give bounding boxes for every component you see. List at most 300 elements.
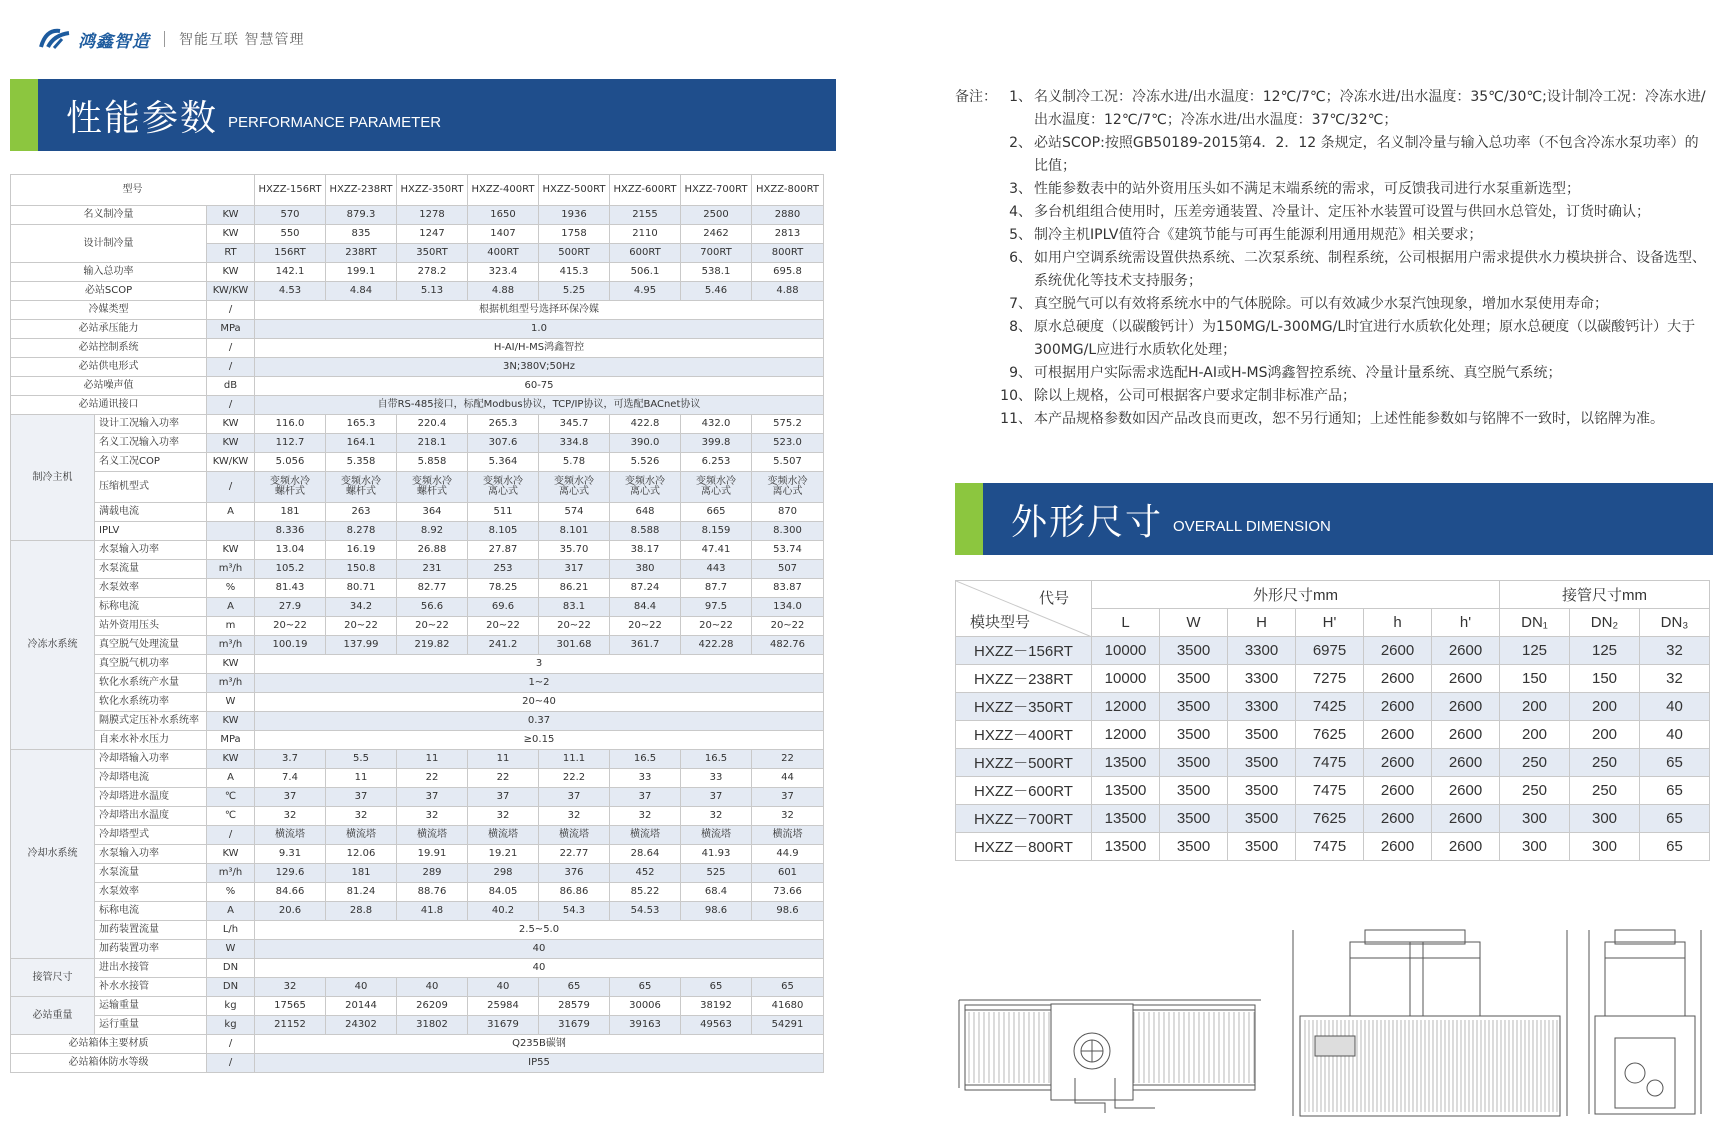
note-text: 名义制冷工况：冷冻水进/出水温度：12℃/7℃；冷冻水进/出水温度：35℃/30℃;设计制冷工况：冷冻水进/出水温度：12℃/7℃；冷冻水进/出水温度：37℃/32℃；: [1034, 89, 1706, 128]
row-value: 37: [752, 788, 824, 807]
row-value: 452: [610, 864, 681, 883]
row-value: 345.7: [539, 415, 610, 434]
row-unit: KW: [207, 206, 255, 225]
row-shared-value: IP55: [255, 1054, 824, 1073]
dimension-column-header: h': [1432, 609, 1500, 637]
row-unit: ℃: [207, 788, 255, 807]
row-value: 301.68: [539, 636, 610, 655]
performance-header-row: [11, 175, 824, 206]
dimension-value: 3500: [1160, 805, 1228, 833]
dimension-column-header: h: [1364, 609, 1432, 637]
dimension-value: 13500: [1092, 749, 1160, 777]
row-shared-value: 40: [255, 959, 824, 978]
row-value: 80.71: [326, 579, 397, 598]
row-value: 34.2: [326, 598, 397, 617]
dimension-value: 7475: [1296, 833, 1364, 861]
row-value: 31679: [539, 1016, 610, 1035]
row-unit: /: [207, 1054, 255, 1073]
row-value: 575.2: [752, 415, 824, 434]
row-unit: /: [207, 1035, 255, 1054]
row-group-label: 冷却水系统: [11, 750, 95, 959]
dimension-value: 250: [1500, 749, 1570, 777]
outer-dimension-header: 外形尺寸mm: [1092, 581, 1500, 609]
dimension-value: 65: [1640, 777, 1710, 805]
row-value: 32: [468, 807, 539, 826]
row-value: 27.9: [255, 598, 326, 617]
row-group-label: 接管尺寸: [11, 959, 95, 997]
performance-banner: [10, 79, 836, 151]
performance-row: [11, 712, 824, 731]
dimension-value: 200: [1570, 693, 1640, 721]
performance-row: [11, 978, 824, 997]
dimension-value: 2600: [1364, 693, 1432, 721]
row-unit: MPa: [207, 320, 255, 339]
row-value: 41.93: [681, 845, 752, 864]
row-unit: A: [207, 503, 255, 522]
row-value: 84.4: [610, 598, 681, 617]
dimension-value: 2600: [1364, 749, 1432, 777]
row-value: 变频水冷 螺杆式: [397, 472, 468, 503]
row-unit: KW: [207, 541, 255, 560]
dimension-row: [956, 637, 1710, 665]
row-value: 2500: [681, 206, 752, 225]
row-value: 16.5: [681, 750, 752, 769]
dimension-row: [956, 721, 1710, 749]
dimension-column-header: DN₁: [1500, 609, 1570, 637]
dimension-value: 250: [1570, 749, 1640, 777]
dimension-value: 7425: [1296, 693, 1364, 721]
row-value: 100.19: [255, 636, 326, 655]
dimension-model: HXZZ－156RT: [956, 637, 1092, 665]
row-label: 真空脱气处理流量: [95, 636, 207, 655]
row-value: 11.1: [539, 750, 610, 769]
row-value: 9.31: [255, 845, 326, 864]
row-value: 8.588: [610, 522, 681, 541]
row-value: 41680: [752, 997, 824, 1016]
dimension-value: 3500: [1228, 721, 1296, 749]
dimension-value: 32: [1640, 637, 1710, 665]
note-number: 8、: [1009, 319, 1032, 335]
performance-row: [11, 263, 824, 282]
row-value: 81.43: [255, 579, 326, 598]
row-unit: KW: [207, 712, 255, 731]
row-value: 变频水冷 离心式: [468, 472, 539, 503]
row-value: 21152: [255, 1016, 326, 1035]
dimension-column-header: L: [1092, 609, 1160, 637]
dimension-value: 3500: [1160, 833, 1228, 861]
row-value: 26209: [397, 997, 468, 1016]
banner-accent: [955, 483, 983, 555]
dimension-value: 7475: [1296, 749, 1364, 777]
performance-row: [11, 769, 824, 788]
note-number: 9、: [1009, 365, 1032, 381]
dimension-value: 2600: [1432, 637, 1500, 665]
row-value: 380: [610, 560, 681, 579]
note-number: 4、: [1009, 204, 1032, 220]
row-value: 2155: [610, 206, 681, 225]
row-value: 32: [255, 978, 326, 997]
row-value: 1407: [468, 225, 539, 244]
equipment-drawings: [955, 918, 1715, 1118]
dimension-row: [956, 693, 1710, 721]
dimension-value: 12000: [1092, 721, 1160, 749]
row-value: 变频水冷 离心式: [610, 472, 681, 503]
row-value: 87.24: [610, 579, 681, 598]
row-label: 输入总功率: [11, 263, 207, 282]
row-value: 8.159: [681, 522, 752, 541]
row-value: 27.87: [468, 541, 539, 560]
dimension-value: 3500: [1160, 749, 1228, 777]
row-label: 必站箱体主要材质: [11, 1035, 207, 1054]
row-unit: kg: [207, 997, 255, 1016]
dimension-banner: [955, 483, 1713, 555]
row-shared-value: 1.0: [255, 320, 824, 339]
row-shared-value: 自带RS-485接口，标配Modbus协议，TCP/IP协议，可选配BACnet协议: [255, 396, 824, 415]
row-value: 550: [255, 225, 326, 244]
dimension-value: 2600: [1432, 693, 1500, 721]
row-value: 376: [539, 864, 610, 883]
row-value: 37: [539, 788, 610, 807]
dimension-value: 2600: [1364, 805, 1432, 833]
dimension-value: 125: [1500, 637, 1570, 665]
row-label: 冷却塔进水温度: [95, 788, 207, 807]
performance-row: [11, 339, 824, 358]
dimension-model: HXZZ－350RT: [956, 693, 1092, 721]
performance-row: [11, 1054, 824, 1073]
performance-row: [11, 959, 824, 978]
row-label: 必站通讯接口: [11, 396, 207, 415]
dimension-row: [956, 665, 1710, 693]
model-header: HXZZ-600RT: [610, 175, 681, 206]
row-value: 648: [610, 503, 681, 522]
row-value: 323.4: [468, 263, 539, 282]
dimension-row: [956, 777, 1710, 805]
row-label: IPLV: [95, 522, 207, 541]
note-number: 11、: [1000, 411, 1032, 427]
note-text: 制冷主机IPLV值符合《建筑节能与可再生能源利用通用规范》相关要求；: [1034, 227, 1483, 243]
note-item: [1007, 362, 1707, 385]
row-value: 87.7: [681, 579, 752, 598]
row-shared-value: 3N;380V;50Hz: [255, 358, 824, 377]
performance-row: [11, 579, 824, 598]
row-value: 横流塔: [255, 826, 326, 845]
row-value: 8.101: [539, 522, 610, 541]
row-value: 32: [397, 807, 468, 826]
dimension-model: HXZZ－800RT: [956, 833, 1092, 861]
performance-row: [11, 522, 824, 541]
row-unit: A: [207, 598, 255, 617]
row-value: 523.0: [752, 434, 824, 453]
row-label: 水泵流量: [95, 560, 207, 579]
row-value: 219.82: [397, 636, 468, 655]
row-value: 30006: [610, 997, 681, 1016]
row-value: 37: [326, 788, 397, 807]
row-shared-value: H-AI/H-MS鸿鑫智控: [255, 339, 824, 358]
performance-row: [11, 320, 824, 339]
row-value: 253: [468, 560, 539, 579]
note-item: [1007, 293, 1707, 316]
row-value: 86.21: [539, 579, 610, 598]
row-value: 665: [681, 503, 752, 522]
row-value: 38192: [681, 997, 752, 1016]
plan-view-drawing: [959, 1000, 1261, 1113]
dimension-value: 2600: [1364, 637, 1432, 665]
performance-row: [11, 598, 824, 617]
row-label: 运行重量: [95, 1016, 207, 1035]
row-label: 压缩机型式: [95, 472, 207, 503]
dimension-value: 2600: [1364, 665, 1432, 693]
row-value: 142.1: [255, 263, 326, 282]
row-label: 运输重量: [95, 997, 207, 1016]
dimension-value: 300: [1500, 805, 1570, 833]
dimension-value: 2600: [1432, 805, 1500, 833]
row-value: 5.364: [468, 453, 539, 472]
row-unit: m³/h: [207, 674, 255, 693]
row-shared-value: 1~2: [255, 674, 824, 693]
row-value: 8.92: [397, 522, 468, 541]
row-value: 变频水冷 离心式: [539, 472, 610, 503]
row-value: 32: [610, 807, 681, 826]
row-value: 482.76: [752, 636, 824, 655]
row-value: 443: [681, 560, 752, 579]
note-item: [1007, 201, 1707, 224]
row-value: 5.46: [681, 282, 752, 301]
row-value: 20144: [326, 997, 397, 1016]
row-value: 20~22: [681, 617, 752, 636]
row-label: 自来水补水压力: [95, 731, 207, 750]
dimension-value: 40: [1640, 721, 1710, 749]
row-value: 22: [468, 769, 539, 788]
note-text: 本产品规格参数如因产品改良而更改，恕不另行通知；上述性能参数如与铭牌不一致时，以铭牌为准。: [1034, 411, 1664, 427]
performance-subtitle: PERFORMANCE PARAMETER: [228, 113, 442, 131]
row-value: 105.2: [255, 560, 326, 579]
performance-row: [11, 206, 824, 225]
note-number: 5、: [1009, 227, 1032, 243]
dimension-header-top: [956, 581, 1710, 609]
row-label: 冷媒类型: [11, 301, 207, 320]
row-shared-value: 60-75: [255, 377, 824, 396]
performance-row: [11, 1035, 824, 1054]
row-unit: A: [207, 902, 255, 921]
row-value: 88.76: [397, 883, 468, 902]
dimension-value: 13500: [1092, 777, 1160, 805]
row-value: 265.3: [468, 415, 539, 434]
row-label: 冷却塔型式: [95, 826, 207, 845]
performance-table-wrap: [10, 174, 824, 1073]
performance-row: [11, 560, 824, 579]
row-value: 65: [539, 978, 610, 997]
row-value: 20~22: [468, 617, 539, 636]
row-value: 199.1: [326, 263, 397, 282]
brand-slogan: 智能互联 智慧管理: [179, 32, 305, 48]
row-value: 44: [752, 769, 824, 788]
row-shared-value: Q235B碳钢: [255, 1035, 824, 1054]
row-unit: /: [207, 472, 255, 503]
performance-row: [11, 636, 824, 655]
row-label: 水泵效率: [95, 883, 207, 902]
model-header: HXZZ-800RT: [752, 175, 824, 206]
dimension-value: 150: [1500, 665, 1570, 693]
row-label: 软化水系统产水量: [95, 674, 207, 693]
pipe-dimension-header: 接管尺寸mm: [1500, 581, 1710, 609]
dimension-value: 300: [1570, 805, 1640, 833]
row-value: 181: [326, 864, 397, 883]
row-unit: KW: [207, 655, 255, 674]
row-shared-value: 3: [255, 655, 824, 674]
row-label: 水泵输入功率: [95, 845, 207, 864]
dimension-value: 13500: [1092, 833, 1160, 861]
row-label: 标称电流: [95, 902, 207, 921]
row-unit: /: [207, 396, 255, 415]
row-value: 37: [681, 788, 752, 807]
performance-row: [11, 921, 824, 940]
row-value: 7.4: [255, 769, 326, 788]
performance-row: [11, 503, 824, 522]
dimension-table-wrap: [955, 580, 1710, 861]
row-value: 289: [397, 864, 468, 883]
row-value: 28.8: [326, 902, 397, 921]
row-value: 334.8: [539, 434, 610, 453]
row-label: 补水水接管: [95, 978, 207, 997]
row-value: 横流塔: [539, 826, 610, 845]
row-value: 8.278: [326, 522, 397, 541]
row-value: 5.358: [326, 453, 397, 472]
performance-row: [11, 377, 824, 396]
row-value: 16.5: [610, 750, 681, 769]
row-value: 5.858: [397, 453, 468, 472]
row-value: 4.88: [752, 282, 824, 301]
row-label: 进出水接管: [95, 959, 207, 978]
row-value: 507: [752, 560, 824, 579]
end-view-drawing: [1589, 930, 1701, 1114]
row-value: 56.6: [397, 598, 468, 617]
row-value: 32: [681, 807, 752, 826]
row-value: 137.99: [326, 636, 397, 655]
dimension-value: 7625: [1296, 721, 1364, 749]
row-value: 1650: [468, 206, 539, 225]
row-value: 32: [539, 807, 610, 826]
performance-table: [10, 174, 824, 1073]
performance-row: [11, 807, 824, 826]
row-unit: m³/h: [207, 636, 255, 655]
row-label: 冷却塔出水温度: [95, 807, 207, 826]
equipment-diagram: [955, 918, 1715, 1118]
row-value: 220.4: [397, 415, 468, 434]
row-value: 835: [326, 225, 397, 244]
row-value: 31802: [397, 1016, 468, 1035]
row-value: 81.24: [326, 883, 397, 902]
row-value: 6.253: [681, 453, 752, 472]
note-item: [1000, 408, 1707, 431]
row-value: 278.2: [397, 263, 468, 282]
dimension-row: [956, 805, 1710, 833]
row-unit: dB: [207, 377, 255, 396]
dimension-value: 2600: [1432, 665, 1500, 693]
dimension-value: 250: [1570, 777, 1640, 805]
row-value: 8.300: [752, 522, 824, 541]
performance-row: [11, 541, 824, 560]
row-group-label: 冷冻水系统: [11, 541, 95, 750]
row-value: 变频水冷 离心式: [752, 472, 824, 503]
performance-row: [11, 472, 824, 503]
row-unit: L/h: [207, 921, 255, 940]
dimension-table: [955, 580, 1710, 861]
row-label: 必站承压能力: [11, 320, 207, 339]
row-label: 设计制冷量: [11, 225, 207, 263]
dimension-model: HXZZ－238RT: [956, 665, 1092, 693]
note-text: 真空脱气可以有效将系统水中的气体脱除。可以有效减少水泵汽蚀现象，增加水泵使用寿命；: [1034, 296, 1608, 312]
row-value: 317: [539, 560, 610, 579]
row-value: 86.86: [539, 883, 610, 902]
row-shared-value: ≥0.15: [255, 731, 824, 750]
dimension-value: 2600: [1364, 721, 1432, 749]
row-value: 65: [610, 978, 681, 997]
row-value: 横流塔: [752, 826, 824, 845]
note-text: 必站SCOP:按照GB50189-2015第4．2．12 条规定，名义制冷量与输入总功率（不包含冷冻水泵功率）的比值；: [1034, 135, 1699, 174]
row-value: 1247: [397, 225, 468, 244]
row-value: 39163: [610, 1016, 681, 1035]
model-header: HXZZ-500RT: [539, 175, 610, 206]
row-label: 必站箱体防水等级: [11, 1054, 207, 1073]
row-value: 5.056: [255, 453, 326, 472]
row-value: 400RT: [468, 244, 539, 263]
row-value: 20~22: [610, 617, 681, 636]
dimension-column-header: H: [1228, 609, 1296, 637]
note-item: [1007, 316, 1707, 362]
note-text: 如用户空调系统需设置供热系统、二次泵系统、制程系统，公司根据用户需求提供水力模块拼合、设备选型、系统优化等技术支持服务；: [1034, 250, 1706, 289]
row-unit: DN: [207, 978, 255, 997]
row-value: 1278: [397, 206, 468, 225]
dimension-value: 300: [1570, 833, 1640, 861]
row-value: 22.2: [539, 769, 610, 788]
row-value: 40: [326, 978, 397, 997]
row-value: 83.1: [539, 598, 610, 617]
row-label: 站外资用压头: [95, 617, 207, 636]
row-label: 设计工况输入功率: [95, 415, 207, 434]
row-label: 隔膜式定压补水系统率: [95, 712, 207, 731]
row-label: 水泵效率: [95, 579, 207, 598]
note-text: 除以上规格，公司可根据客户要求定制非标准产品；: [1034, 388, 1356, 404]
row-unit: KW: [207, 415, 255, 434]
model-header: HXZZ-350RT: [397, 175, 468, 206]
dimension-value: 200: [1500, 721, 1570, 749]
row-value: 13.04: [255, 541, 326, 560]
row-label: 名义工况COP: [95, 453, 207, 472]
row-value: 600RT: [610, 244, 681, 263]
row-value: 364: [397, 503, 468, 522]
dimension-value: 3500: [1160, 693, 1228, 721]
row-value: 44.9: [752, 845, 824, 864]
dimension-corner: [956, 581, 1092, 637]
row-value: 65: [752, 978, 824, 997]
performance-row: [11, 864, 824, 883]
row-label: 真空脱气机功率: [95, 655, 207, 674]
logo-icon: [38, 27, 72, 51]
row-value: 415.3: [539, 263, 610, 282]
row-value: 78.25: [468, 579, 539, 598]
performance-row: [11, 674, 824, 693]
note-number: 3、: [1009, 181, 1032, 197]
row-value: 11: [326, 769, 397, 788]
dimension-value: 2600: [1432, 721, 1500, 749]
row-unit: KW: [207, 750, 255, 769]
row-unit: DN: [207, 959, 255, 978]
row-value: 20~22: [255, 617, 326, 636]
row-value: 73.66: [752, 883, 824, 902]
performance-row: [11, 396, 824, 415]
performance-row: [11, 282, 824, 301]
performance-row: [11, 902, 824, 921]
